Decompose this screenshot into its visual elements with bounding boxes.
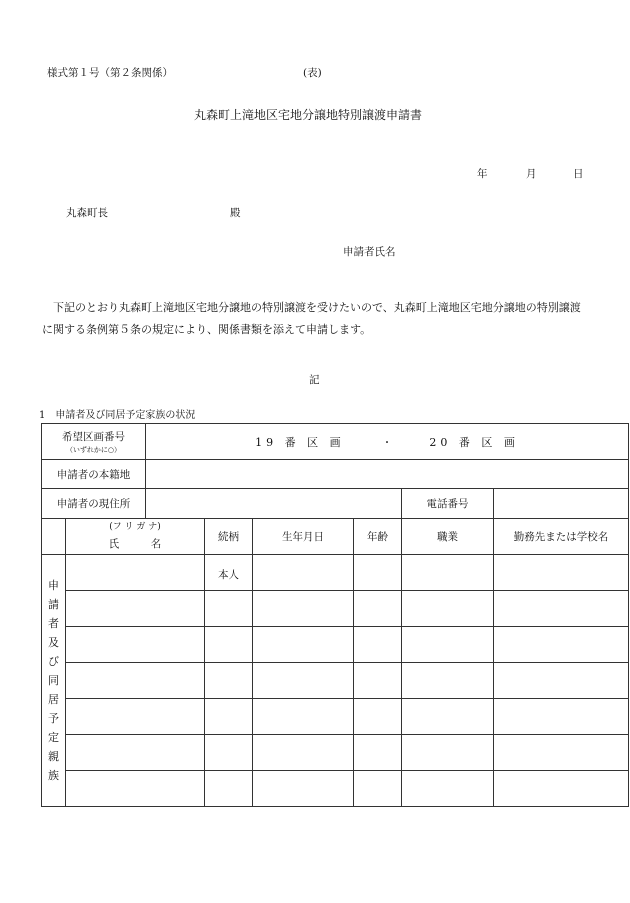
birthdate-cell[interactable] [253, 771, 354, 807]
group-char: 族 [48, 769, 59, 782]
birthdate-cell[interactable] [253, 735, 354, 771]
relation-header: 続柄 [205, 519, 253, 555]
lot-note: （いずれかに○） [65, 445, 122, 454]
applicant-name-label: 申請者氏名 [343, 246, 396, 258]
relation-cell[interactable] [205, 699, 253, 735]
table-row [42, 663, 629, 699]
workplace-cell[interactable] [494, 771, 629, 807]
group-label [42, 576, 65, 785]
header-row [42, 519, 629, 555]
header-corner [42, 519, 66, 555]
group-label-cell [42, 555, 66, 807]
table-row [42, 627, 629, 663]
workplace-cell[interactable] [494, 591, 629, 627]
date-year-label: 年 [477, 168, 488, 180]
group-char: 者 [48, 617, 59, 630]
phone-field[interactable] [494, 489, 629, 519]
address-label: 申請者の現住所 [42, 489, 146, 519]
group-char: 親 [48, 750, 59, 763]
relation-cell[interactable] [205, 591, 253, 627]
relation-cell[interactable] [205, 771, 253, 807]
lot-options-cell [146, 424, 629, 460]
date-day-label: 日 [573, 168, 584, 180]
birthdate-cell[interactable] [253, 591, 354, 627]
group-char: 申 [48, 579, 59, 592]
group-char: 及 [48, 636, 59, 649]
addressee-name: 丸森町長 [66, 207, 108, 219]
lot-option-20[interactable]: 20 番 区 画 [429, 435, 519, 449]
birthdate-cell[interactable] [253, 663, 354, 699]
relation-cell [205, 555, 253, 591]
intro-paragraph: 下記のとおり丸森町上滝地区宅地分譲地の特別譲渡を受けたいので、丸森町上滝地区宅地分譲地の特別譲渡に関する条例第５条の規定により、関係書類を添えて申請します。 [42, 301, 581, 336]
group-char: び [48, 655, 59, 668]
name-header [66, 519, 205, 555]
age-cell[interactable] [354, 699, 402, 735]
name-cell[interactable] [66, 663, 205, 699]
name-cell[interactable] [66, 591, 205, 627]
workplace-cell[interactable] [494, 627, 629, 663]
group-char: 定 [48, 731, 59, 744]
furigana-header: (フ リ ガ ナ) [109, 522, 161, 532]
workplace-cell[interactable] [494, 663, 629, 699]
lot-label-cell [42, 424, 146, 460]
occupation-cell[interactable] [402, 591, 494, 627]
name-cell[interactable] [66, 771, 205, 807]
workplace-cell[interactable] [494, 555, 629, 591]
addressee-honorific: 殿 [230, 207, 241, 219]
table-row [42, 771, 629, 807]
workplace-header: 勤務先または学校名 [494, 519, 629, 555]
lot-separator: ・ [381, 436, 393, 449]
table-row [42, 555, 629, 591]
age-cell[interactable] [354, 591, 402, 627]
workplace-cell[interactable] [494, 735, 629, 771]
workplace-cell[interactable] [494, 699, 629, 735]
birthdate-header: 生年月日 [253, 519, 354, 555]
section-heading: 1 申請者及び同居予定家族の状況 [39, 410, 196, 421]
group-char: 同 [48, 674, 59, 687]
birthdate-cell[interactable] [253, 699, 354, 735]
name-cell[interactable] [66, 627, 205, 663]
name-cell[interactable] [66, 555, 205, 591]
application-table [41, 423, 629, 807]
occupation-cell[interactable] [402, 663, 494, 699]
form-side-label: (表) [303, 67, 322, 79]
group-char: 居 [48, 693, 59, 706]
relation-cell[interactable] [205, 663, 253, 699]
age-cell[interactable] [354, 771, 402, 807]
relation-cell[interactable] [205, 735, 253, 771]
lot-row [42, 424, 629, 460]
address-field[interactable] [146, 489, 402, 519]
age-cell[interactable] [354, 555, 402, 591]
form-number: 様式第１号（第２条関係） [47, 67, 173, 79]
lot-option-19[interactable]: 19 番 区 画 [255, 435, 345, 449]
document-title: 丸森町上滝地区宅地分譲地特別譲渡申請書 [194, 108, 423, 122]
domicile-row [42, 460, 629, 489]
lot-label: 希望区画番号 [62, 430, 125, 443]
group-char: 予 [48, 712, 59, 725]
age-cell[interactable] [354, 663, 402, 699]
table-row [42, 591, 629, 627]
occupation-cell[interactable] [402, 555, 494, 591]
age-cell[interactable] [354, 735, 402, 771]
domicile-field[interactable] [146, 460, 629, 489]
phone-label: 電話番号 [402, 489, 494, 519]
occupation-cell[interactable] [402, 771, 494, 807]
birthdate-cell[interactable] [253, 627, 354, 663]
group-char: 請 [48, 598, 59, 611]
address-row [42, 489, 629, 519]
table-row [42, 735, 629, 771]
occupation-cell[interactable] [402, 735, 494, 771]
table-row [42, 699, 629, 735]
domicile-label: 申請者の本籍地 [42, 460, 146, 489]
ki-heading: 記 [309, 374, 320, 386]
name-cell[interactable] [66, 699, 205, 735]
occupation-cell[interactable] [402, 627, 494, 663]
name-header-label: 氏 名 [108, 538, 162, 550]
self-relation: 本人 [218, 569, 239, 581]
birthdate-cell[interactable] [253, 555, 354, 591]
occupation-header: 職業 [402, 519, 494, 555]
name-cell[interactable] [66, 735, 205, 771]
age-header: 年齢 [354, 519, 402, 555]
age-cell[interactable] [354, 627, 402, 663]
date-month-label: 月 [526, 168, 537, 180]
relation-cell[interactable] [205, 627, 253, 663]
occupation-cell[interactable] [402, 699, 494, 735]
